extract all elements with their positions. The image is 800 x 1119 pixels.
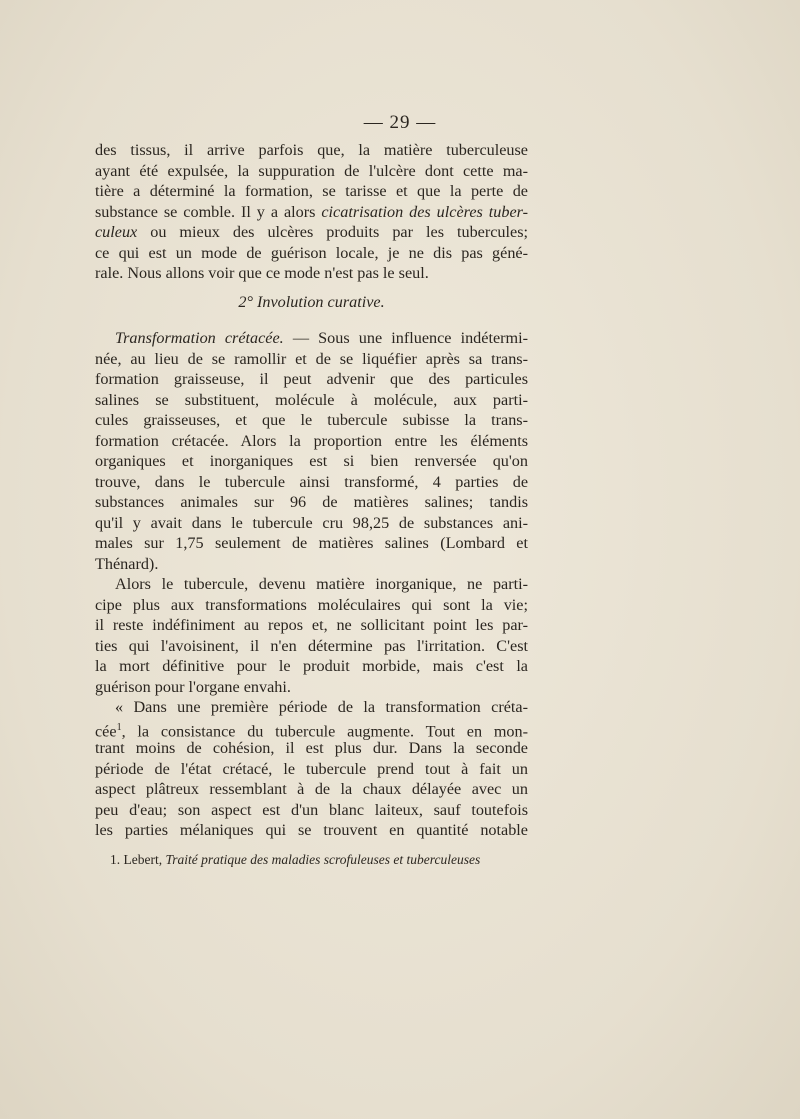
text-line: née, au lieu de se ramollir et de se liquéfier après sa trans-: [95, 349, 528, 368]
text-line: la mort définitive pour le produit morbide, mais c'est la: [95, 657, 528, 675]
text-fragment: , la consistance du tubercule augmente. Tout en mon-: [121, 721, 528, 740]
text-line: « Dans une première période de la transformation créta-: [115, 698, 528, 716]
text-line: formation crétacée. Alors la proportion entre les éléments: [95, 431, 528, 450]
text-line: trant moins de cohésion, il est plus dur. Dans la seconde: [95, 739, 528, 757]
body-text: [95, 140, 528, 841]
text-line: cipe plus aux transformations moléculaires qui sont la vie;: [95, 595, 528, 614]
text-line: salines se substituent, molécule à molécule, aux parti-: [95, 390, 528, 409]
footnote-author: Lebert,: [123, 852, 163, 867]
text-line: formation graisseuse, il peut advenir que des particules: [95, 370, 528, 388]
text-line: [95, 718, 528, 739]
footnote: [110, 852, 530, 868]
text-line: males sur 1,75 seulement de matières salines (Lombard et: [95, 534, 528, 552]
text-line: qu'il y avait dans le tubercule cru 98,25 de substances ani-: [95, 513, 528, 532]
footnote-number: 1.: [110, 852, 121, 867]
text-fragment: — Sous une influence indétermi-: [292, 329, 528, 347]
text-line: ce qui est un mode de guérison locale, je ne dis pas géné-: [95, 243, 528, 262]
text-line: tière a déterminé la formation, se tarisse et que la perte de: [95, 182, 528, 200]
text-line: organiques et inorganiques est si bien renversée qu'on: [95, 452, 528, 470]
text-line: période de l'état crétacé, le tubercule prend tout à fait un: [95, 759, 528, 778]
text-fragment: substance se comble. Il y a alors: [95, 202, 316, 221]
text-line: Alors le tubercule, devenu matière inorganique, ne parti-: [115, 575, 528, 593]
text-line: trouve, dans le tubercule ainsi transformé, 4 parties de: [95, 472, 528, 491]
footnote-title: Traité pratique des maladies scrofuleuses et tuberculeuses: [165, 852, 481, 867]
text-line: peu d'eau; son aspect est d'un blanc laiteux, sauf toutefois: [95, 800, 528, 819]
footnote-reference: 1: [116, 721, 122, 733]
italic-term: culeux: [95, 223, 138, 241]
text-line: [95, 222, 528, 243]
text-line: substances animales sur 96 de matières salines; tandis: [95, 493, 528, 511]
text-line: [95, 202, 528, 223]
text-line: des tissus, il arrive parfois que, la matière tuberculeuse: [95, 141, 528, 159]
text-line: il reste indéfiniment au repos et, ne sollicitant point les par-: [95, 616, 528, 634]
text-line: Thénard).: [95, 554, 159, 573]
text-line: aspect plâtreux ressemblant à de la chaux délayée avec un: [95, 780, 528, 798]
text-line: ties qui l'avoisinent, il n'en détermine pas l'irritation. C'est: [95, 636, 528, 655]
italic-term: cicatrisation des ulcères tuber-: [321, 202, 528, 221]
text-line: ayant été expulsée, la suppuration de l'ulcère dont cette ma-: [95, 161, 528, 180]
italic-lead: Transformation crétacée.: [115, 329, 284, 347]
section-heading: 2° Involution curative.: [238, 292, 385, 311]
text-line: guérison pour l'organe envahi.: [95, 677, 291, 696]
text-line: cules graisseuses, et que le tubercule subisse la trans-: [95, 411, 528, 429]
page-number: — 29 —: [363, 112, 437, 133]
text-line: les parties mélaniques qui se trouvent en quantité notable: [95, 821, 528, 839]
text-line: [95, 328, 528, 349]
text-fragment: cée: [95, 721, 117, 740]
text-line: rale. Nous allons voir que ce mode n'est pas le seul.: [95, 264, 429, 282]
text-fragment: ou mieux des ulcères produits par les tubercules;: [150, 223, 528, 241]
